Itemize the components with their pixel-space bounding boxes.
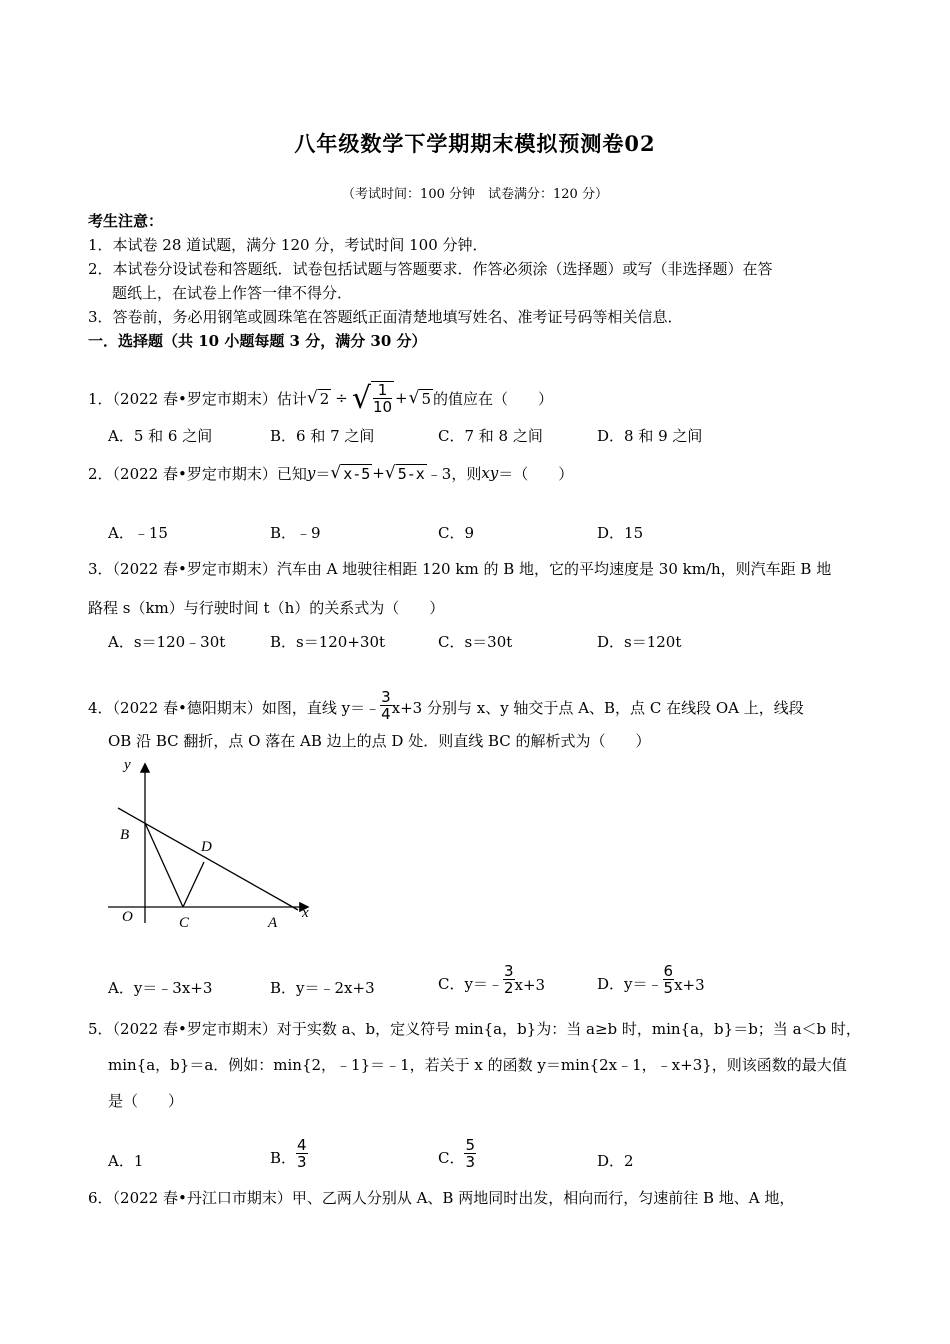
option: B．6 和 7 之间: [270, 427, 375, 445]
question-4: [88, 668, 804, 724]
q1-radicand: 2: [319, 389, 330, 408]
option-c-post: x+3: [514, 976, 546, 994]
q1-plus: +: [395, 389, 408, 407]
q4-fraction: [380, 689, 392, 722]
exam-info: （考试时间：100 分钟 试卷满分：120 分）: [342, 187, 608, 202]
question-4-line: OB 沿 BC 翻折，点 O 落在 AB 边上的点 D 处．则直线 BC 的解析式为（ ）: [108, 732, 651, 750]
q1-fraction: [371, 381, 394, 415]
label-o: O: [122, 909, 133, 925]
q1-suffix: 的值应在（ ）: [433, 389, 554, 408]
option: A．1: [108, 1152, 144, 1170]
q2-radicand: 5-x: [397, 464, 425, 483]
q1-frac-num: 1: [373, 382, 392, 399]
option-d-pre: D．y＝﹣: [597, 975, 663, 993]
option-b-pre: B．: [270, 1149, 297, 1167]
notice-heading: 考生注意：: [88, 212, 164, 230]
option-d-den: 5: [663, 979, 674, 997]
sqrt-icon: √: [330, 463, 342, 483]
sqrt-icon: √: [306, 388, 318, 408]
section-heading: 一．选择题（共 10 小题每题 3 分，满分 30 分）: [88, 332, 427, 350]
question-3-line: 3．（2022 春•罗定市期末）汽车由 A 地驶往相距 120 km 的 B 地，它的平均速度是 30 km/h，则汽车距 B 地: [88, 560, 832, 578]
question-3-line: 路程 s（km）与行驶时间 t（h）的关系式为（ ）: [88, 599, 445, 617]
question-5-line: 5．（2022 春•罗定市期末）对于实数 a、b，定义符号 min{a，b}为：当 a≥b 时，min{a，b}＝b；当 a＜b 时，: [88, 1020, 861, 1038]
option-c-den: 3: [465, 1153, 476, 1171]
option: B．s＝120+30t: [270, 633, 386, 651]
option: C．s＝30t: [438, 633, 513, 651]
option: [597, 950, 705, 996]
q2-suffix: ﹣3，则: [426, 464, 482, 483]
label-b: B: [120, 827, 130, 843]
question-5-line: min{a，b}＝a．例如：min{2，﹣1}＝﹣1，若关于 x 的函数 y＝min{2x﹣1，﹣x+3}，则该函数的最大值: [108, 1056, 847, 1074]
sqrt-icon: √: [351, 380, 371, 416]
notice-item: 3．答卷前，务必用钢笔或圆珠笔在答题纸正面清楚地填写姓名、准考证号码等相关信息．: [88, 308, 683, 326]
notice-item: 1．本试卷 28 道试题，满分 120 分，考试时间 100 分钟．: [88, 236, 488, 254]
option: B．﹣9: [270, 524, 321, 542]
q2-y: y: [306, 464, 316, 482]
option-c-frac: [503, 963, 515, 996]
option-c-num: 3: [503, 962, 514, 980]
q2-prefix: 2．（2022 春•罗定市期末）已知: [88, 464, 307, 483]
question-6-line: 6．（2022 春•丹江口市期末）甲、乙两人分别从 A、B 两地同时出发，相向而行，匀速前往 B 地、A 地，: [88, 1189, 795, 1207]
notice-item: 题纸上，在试卷上作答一律不得分．: [112, 284, 353, 302]
label-y: y: [124, 757, 131, 773]
q2-end: ＝（ ）: [498, 464, 574, 483]
q2-eq: ＝: [315, 464, 331, 483]
question-2: [88, 455, 573, 491]
option: [270, 1124, 308, 1170]
segment-cd: [183, 862, 204, 907]
option: A．y＝﹣3x+3: [108, 979, 213, 997]
sqrt-icon: √: [408, 388, 420, 408]
option: D．2: [597, 1152, 634, 1170]
option-c-pre: C．y＝﹣: [438, 975, 503, 993]
q1-frac-den: 10: [372, 398, 393, 416]
label-x: x: [302, 905, 309, 921]
option: A．﹣15: [108, 524, 168, 542]
label-c: C: [179, 915, 190, 930]
option-b-frac: [296, 1137, 308, 1170]
option-b-num: 4: [297, 1136, 307, 1154]
option: D．8 和 9 之间: [597, 427, 703, 445]
q1-prefix: 1．（2022 春•罗定市期末）估计: [88, 389, 307, 408]
q1-radicand: 5: [421, 389, 431, 408]
page-title: 八年级数学下学期期末模拟预测卷02: [294, 131, 656, 156]
q2-xy: xy: [481, 464, 499, 482]
label-a: A: [268, 915, 278, 930]
option-d-frac: [663, 963, 675, 996]
q4-figure: [100, 755, 320, 930]
label-d: D: [201, 839, 212, 855]
option: [438, 950, 545, 996]
q1-div: ÷: [335, 389, 348, 407]
sqrt-icon: √: [384, 463, 396, 483]
question-1: [88, 368, 553, 428]
q2-radicand: x-5: [343, 464, 371, 483]
option-b-den: 3: [297, 1153, 307, 1171]
option-c-frac: [464, 1137, 476, 1170]
option: D．s＝120t: [597, 633, 682, 651]
option: A．5 和 6 之间: [108, 427, 213, 445]
option: D．15: [597, 524, 644, 542]
q4-suffix: x+3 分别与 x、y 轴交于点 A、B，点 C 在线段 OA 上，线段: [391, 699, 804, 717]
option: A．s＝120﹣30t: [108, 633, 226, 651]
option-d-post: x+3: [674, 976, 705, 994]
option-c-pre: C．: [438, 1149, 465, 1167]
q4-frac-den: 4: [381, 705, 391, 723]
option: [438, 1124, 476, 1170]
q4-frac-num: 3: [381, 688, 391, 706]
option: B．y＝﹣2x+3: [270, 979, 375, 997]
segment-bc: [145, 823, 183, 907]
question-5-line: 是（ ）: [108, 1092, 184, 1110]
option-c-num: 5: [465, 1136, 476, 1154]
option-d-num: 6: [663, 962, 674, 980]
q2-plus: +: [372, 464, 385, 482]
option: C．9: [438, 524, 475, 542]
notice-item: 2．本试卷分设试卷和答题纸．试卷包括试题与答题要求．作答必须涂（选择题）或写（非选择题）在答: [88, 260, 773, 278]
option-c-den: 2: [503, 979, 514, 997]
q4-prefix: 4．（2022 春•德阳期末）如图，直线 y＝﹣: [88, 699, 381, 717]
option: C．7 和 8 之间: [438, 427, 543, 445]
